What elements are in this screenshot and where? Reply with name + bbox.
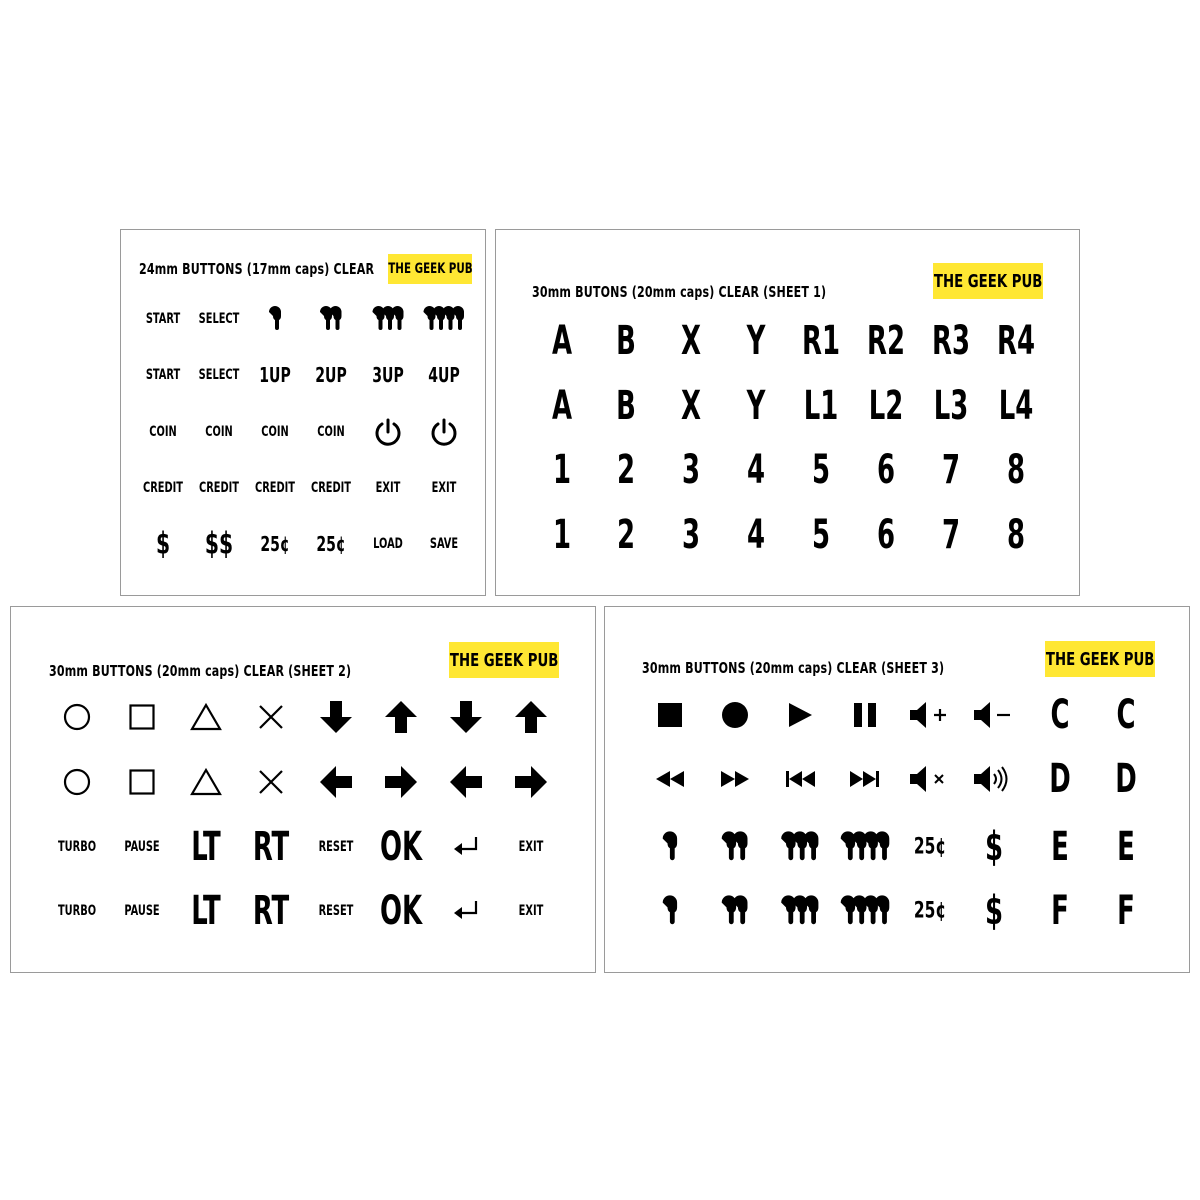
button-label — [938, 447, 963, 493]
button-label — [990, 318, 1043, 364]
button-label-text: PAUSE — [124, 839, 160, 855]
badge-label: THE GEEK PUB — [449, 649, 559, 671]
button-label — [246, 888, 296, 934]
player-3-icon — [780, 829, 820, 865]
button-label — [372, 824, 430, 870]
button-label — [808, 447, 833, 493]
button-label — [981, 824, 1006, 870]
button-label — [909, 835, 950, 860]
button-label — [515, 839, 547, 855]
button-label-text: C — [1050, 692, 1070, 738]
button-label — [808, 512, 833, 558]
power-icon — [373, 417, 403, 447]
square-icon — [127, 702, 157, 732]
sheet-30mm-3 — [604, 606, 1190, 973]
button-label — [193, 480, 244, 496]
button-label — [1048, 824, 1073, 870]
button-label — [428, 480, 460, 496]
button-label — [548, 383, 576, 429]
button-label-text: CREDIT — [198, 480, 240, 496]
button-label-text: 7 — [941, 447, 961, 493]
button-label-text: OK — [379, 824, 423, 870]
button-label-text: R2 — [867, 318, 905, 364]
button-label-text: START — [145, 367, 181, 383]
button-label-text: OK — [379, 888, 423, 934]
button-label-text: 8 — [1006, 447, 1026, 493]
button-label-text: 7 — [941, 512, 961, 558]
button-label — [613, 447, 638, 493]
button-label — [369, 536, 407, 552]
button-label — [372, 480, 404, 496]
arrow-up-icon — [383, 699, 419, 735]
button-label-text: 2 — [616, 512, 636, 558]
button-label — [909, 899, 950, 924]
button-label-text: B — [616, 383, 636, 429]
button-label-text: 3UP — [372, 363, 404, 387]
button-label — [1048, 888, 1073, 934]
mute-icon — [908, 764, 952, 794]
sheet-title: 24mm BUTTONS (17mm caps) CLEAR — [139, 260, 375, 278]
button-label-text: 1 — [552, 512, 572, 558]
button-label-text: 1 — [552, 447, 572, 493]
button-label-text: 5 — [811, 447, 831, 493]
enter-icon — [451, 898, 481, 924]
play-icon — [786, 701, 814, 729]
button-label — [925, 318, 978, 364]
button-label-text: LT — [191, 824, 221, 870]
cross-icon — [256, 767, 286, 797]
button-label — [1045, 756, 1075, 802]
button-label — [193, 311, 245, 327]
circle-icon — [62, 702, 92, 732]
player-3-icon — [372, 304, 405, 334]
button-label — [249, 480, 300, 496]
button-label — [612, 318, 639, 364]
button-label-text: 25¢ — [316, 532, 346, 556]
player-1-icon — [662, 829, 679, 865]
button-label — [1114, 888, 1139, 934]
button-label-text: 5 — [811, 512, 831, 558]
button-label-text: EXIT — [431, 480, 457, 496]
arrow-right-icon — [383, 764, 419, 800]
button-label — [938, 512, 963, 558]
button-label-text: START — [145, 311, 181, 327]
badge-label: THE GEEK PUB — [933, 270, 1043, 292]
button-label — [743, 447, 768, 493]
button-label — [549, 447, 574, 493]
cross-icon — [256, 702, 286, 732]
badge-label: THE GEEK PUB — [1045, 648, 1155, 670]
button-label-text: R1 — [802, 318, 840, 364]
skip-forward-icon — [849, 769, 881, 789]
player-1-icon — [268, 304, 282, 334]
player-2-icon — [721, 893, 750, 929]
button-label — [154, 527, 173, 562]
player-4-icon — [840, 893, 891, 929]
geek-pub-badge — [933, 263, 1043, 299]
rewind-icon — [654, 769, 686, 789]
enter-icon — [451, 834, 481, 860]
arrow-up-icon — [513, 699, 549, 735]
button-label — [141, 367, 185, 383]
button-label-text: CREDIT — [310, 480, 352, 496]
button-label-text: TURBO — [57, 839, 97, 855]
button-label-text: Y — [746, 318, 766, 364]
button-label — [743, 383, 769, 429]
button-label-text: R4 — [997, 318, 1035, 364]
sheet-title: 30mm BUTONS (20mm caps) CLEAR (SHEET 1) — [532, 283, 827, 301]
button-label-text: 4 — [746, 512, 766, 558]
button-label-text: L2 — [868, 383, 904, 429]
button-label — [246, 824, 296, 870]
button-label — [873, 447, 898, 493]
sheet-title: 30mm BUTTONS (20mm caps) CLEAR (SHEET 3) — [642, 659, 945, 677]
button-label — [992, 383, 1040, 429]
button-label-text: A — [551, 383, 573, 429]
button-label — [372, 888, 430, 934]
button-label-text: RT — [252, 824, 290, 870]
geek-pub-badge — [449, 642, 559, 678]
button-label — [426, 536, 462, 552]
button-label — [305, 480, 356, 496]
button-label — [927, 383, 975, 429]
button-label-text: COIN — [317, 424, 345, 440]
button-label — [862, 383, 910, 429]
button-label — [1003, 512, 1028, 558]
button-label-text: CREDIT — [142, 480, 184, 496]
button-label-text: L4 — [998, 383, 1034, 429]
arrow-down-icon — [318, 699, 354, 735]
button-label-text: SELECT — [198, 311, 240, 327]
button-label-text: 3 — [681, 447, 701, 493]
stop-icon — [656, 701, 684, 729]
button-label — [193, 367, 245, 383]
circle-icon — [62, 767, 92, 797]
button-label — [313, 424, 348, 440]
volume-loud-icon — [972, 764, 1016, 794]
button-label — [256, 532, 294, 556]
button-label-text: EXIT — [518, 839, 544, 855]
button-label-text: 6 — [876, 447, 896, 493]
button-label — [515, 903, 547, 919]
button-label — [119, 903, 164, 919]
volume-up-icon — [908, 700, 952, 730]
button-label — [1113, 692, 1139, 738]
button-label — [201, 424, 236, 440]
button-label — [548, 318, 576, 364]
button-label-text: B — [616, 318, 636, 364]
record-icon — [721, 701, 749, 729]
fast-forward-icon — [719, 769, 751, 789]
button-label-text: F — [1051, 888, 1069, 934]
skip-back-icon — [784, 769, 816, 789]
sheet-24mm — [120, 229, 486, 596]
button-label-text: $ — [984, 888, 1004, 934]
button-label — [312, 532, 350, 556]
button-label-text: 2UP — [315, 363, 347, 387]
button-label — [311, 363, 351, 387]
button-label-text: LOAD — [373, 536, 403, 552]
pause-icon — [851, 701, 879, 729]
button-label — [314, 839, 359, 855]
button-label-text: 3 — [681, 512, 701, 558]
button-label-text: 1UP — [259, 363, 291, 387]
button-label — [314, 903, 359, 919]
button-label-text: RESET — [318, 839, 354, 855]
button-label-text: A — [551, 318, 573, 364]
button-label — [1047, 692, 1073, 738]
power-icon — [429, 417, 459, 447]
button-label — [612, 383, 639, 429]
button-label — [860, 318, 913, 364]
volume-down-icon — [972, 700, 1016, 730]
button-label-text: X — [681, 318, 701, 364]
button-label-text: SELECT — [198, 367, 240, 383]
player-1-icon — [662, 893, 679, 929]
button-label-text: D — [1115, 756, 1137, 802]
button-label-text: 25¢ — [913, 834, 947, 860]
button-label-text: COIN — [149, 424, 177, 440]
button-label-text: COIN — [205, 424, 233, 440]
button-label-text: 8 — [1006, 512, 1026, 558]
sheet-title: 30mm BUTTONS (20mm caps) CLEAR (SHEET 2) — [49, 662, 352, 680]
button-label — [119, 839, 164, 855]
button-label — [981, 888, 1006, 934]
button-label — [1003, 447, 1028, 493]
button-label — [424, 363, 464, 387]
button-label-text: R3 — [932, 318, 970, 364]
badge-label: THE GEEK PUB — [387, 261, 473, 277]
button-label — [145, 424, 180, 440]
button-label-text: 25¢ — [913, 898, 947, 924]
button-label-text: EXIT — [375, 480, 401, 496]
geek-pub-badge — [1045, 641, 1155, 677]
button-label-text: LT — [191, 888, 221, 934]
button-label-text: SAVE — [429, 536, 459, 552]
button-label — [678, 512, 703, 558]
button-label — [549, 512, 574, 558]
player-4-icon — [423, 304, 466, 334]
button-label-text: $$ — [204, 526, 234, 562]
button-label — [53, 839, 102, 855]
button-label — [613, 512, 638, 558]
button-label — [743, 512, 768, 558]
button-label-text: 4UP — [428, 363, 460, 387]
square-icon — [127, 767, 157, 797]
button-label-text: E — [1051, 824, 1069, 870]
sheet-30mm-2 — [10, 606, 596, 973]
arrow-right-icon — [513, 764, 549, 800]
geek-pub-badge — [388, 254, 472, 284]
button-label-text: Y — [746, 383, 766, 429]
button-label-text: 6 — [876, 512, 896, 558]
player-2-icon — [319, 304, 343, 334]
button-label-text: F — [1117, 888, 1135, 934]
arrow-left-icon — [318, 764, 354, 800]
button-label-text: CREDIT — [254, 480, 296, 496]
button-label-text: 2 — [616, 447, 636, 493]
player-4-icon — [840, 829, 891, 865]
button-label — [255, 363, 295, 387]
button-label-text: $ — [984, 824, 1004, 870]
button-label — [368, 363, 408, 387]
arrow-down-icon — [448, 699, 484, 735]
button-label-text: C — [1116, 692, 1136, 738]
triangle-icon — [189, 702, 223, 732]
button-label — [53, 903, 102, 919]
button-label-text: EXIT — [518, 903, 544, 919]
button-label — [743, 318, 769, 364]
button-label-text: RESET — [318, 903, 354, 919]
arrow-left-icon — [448, 764, 484, 800]
button-label-text: L3 — [933, 383, 969, 429]
button-label-text: X — [681, 383, 701, 429]
button-label-text: COIN — [261, 424, 289, 440]
button-label-text: E — [1117, 824, 1135, 870]
triangle-icon — [189, 767, 223, 797]
button-label-text: L1 — [803, 383, 839, 429]
button-label-text: 25¢ — [260, 532, 290, 556]
button-label — [186, 824, 227, 870]
button-label-text: TURBO — [57, 903, 97, 919]
button-label-text: RT — [252, 888, 290, 934]
player-3-icon — [780, 893, 820, 929]
button-label-text: PAUSE — [124, 903, 160, 919]
button-label — [200, 527, 238, 562]
button-label — [677, 318, 705, 364]
button-label — [873, 512, 898, 558]
button-label — [141, 311, 185, 327]
sheet-30mm-1 — [495, 229, 1080, 596]
button-label — [797, 383, 845, 429]
button-label — [677, 383, 705, 429]
button-label — [678, 447, 703, 493]
button-label — [186, 888, 227, 934]
button-label — [257, 424, 292, 440]
button-label-text: $ — [155, 526, 171, 562]
button-label — [137, 480, 188, 496]
player-2-icon — [721, 829, 750, 865]
button-label-text: 4 — [746, 447, 766, 493]
button-label — [795, 318, 848, 364]
button-label — [1111, 756, 1141, 802]
button-label — [1114, 824, 1139, 870]
button-label-text: D — [1049, 756, 1071, 802]
